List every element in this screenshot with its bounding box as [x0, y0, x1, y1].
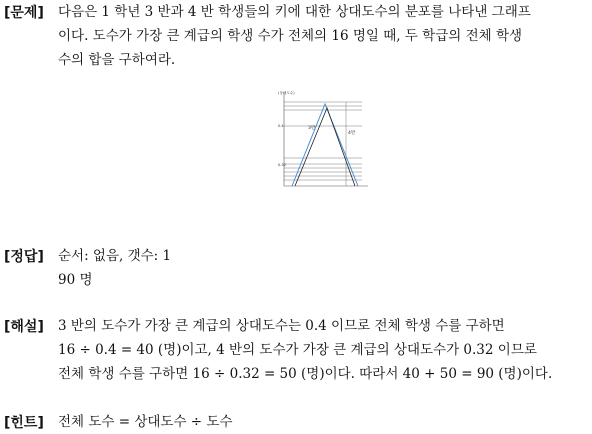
answer-value: 90 명 — [58, 272, 93, 288]
hint-label: [힌트] — [4, 415, 44, 431]
solution-text — [58, 314, 584, 386]
answer-label: [정답] — [4, 249, 44, 265]
problem-line: 다음은 1 학년 3 반과 4 반 학생들의 키에 대한 상대도수의 분포를 나타낸 그래프 — [58, 4, 531, 20]
series-label-4: 4반 — [348, 131, 356, 136]
y-tick-label: 0.32 — [278, 163, 287, 167]
y-axis-title: (상대도수) — [278, 91, 295, 95]
graph-svg — [278, 90, 370, 190]
relative-frequency-graph — [278, 90, 370, 190]
solution-line: 3 반의 도수가 가장 큰 계급의 상대도수는 0.4 이므로 전체 학생 수를 구하면 — [58, 318, 505, 334]
problem-line: 이다. 도수가 가장 큰 계급의 학생 수가 전체의 16 명일 때, 두 학급의 전체 학생 — [58, 28, 523, 44]
series-3-line — [292, 104, 358, 186]
hint-text — [58, 410, 584, 434]
series-label-3: 3반 — [308, 126, 316, 131]
y-tick-label: 0.4 — [278, 124, 284, 128]
hint-line: 전체 도수 = 상대도수 ÷ 도수 — [58, 414, 233, 430]
problem-text — [58, 0, 584, 72]
solution-line: 전체 학생 수를 구하면 16 ÷ 0.32 = 50 (명)이다. 따라서 40 + 50 = 90 (명)이다. — [58, 366, 553, 382]
answer-text — [58, 244, 584, 292]
solution-label: [해설] — [4, 319, 44, 335]
problem-line: 수의 합을 구하여라. — [58, 52, 176, 68]
answer-line: 순서: 없음, 갯수: 1 — [58, 248, 172, 264]
problem-label: [문제] — [4, 5, 44, 21]
grid-lines — [284, 102, 362, 180]
solution-line: 16 ÷ 0.4 = 40 (명)이고, 4 반의 도수가 가장 큰 계급의 상대도수가 0.32 이므로 — [58, 342, 537, 358]
